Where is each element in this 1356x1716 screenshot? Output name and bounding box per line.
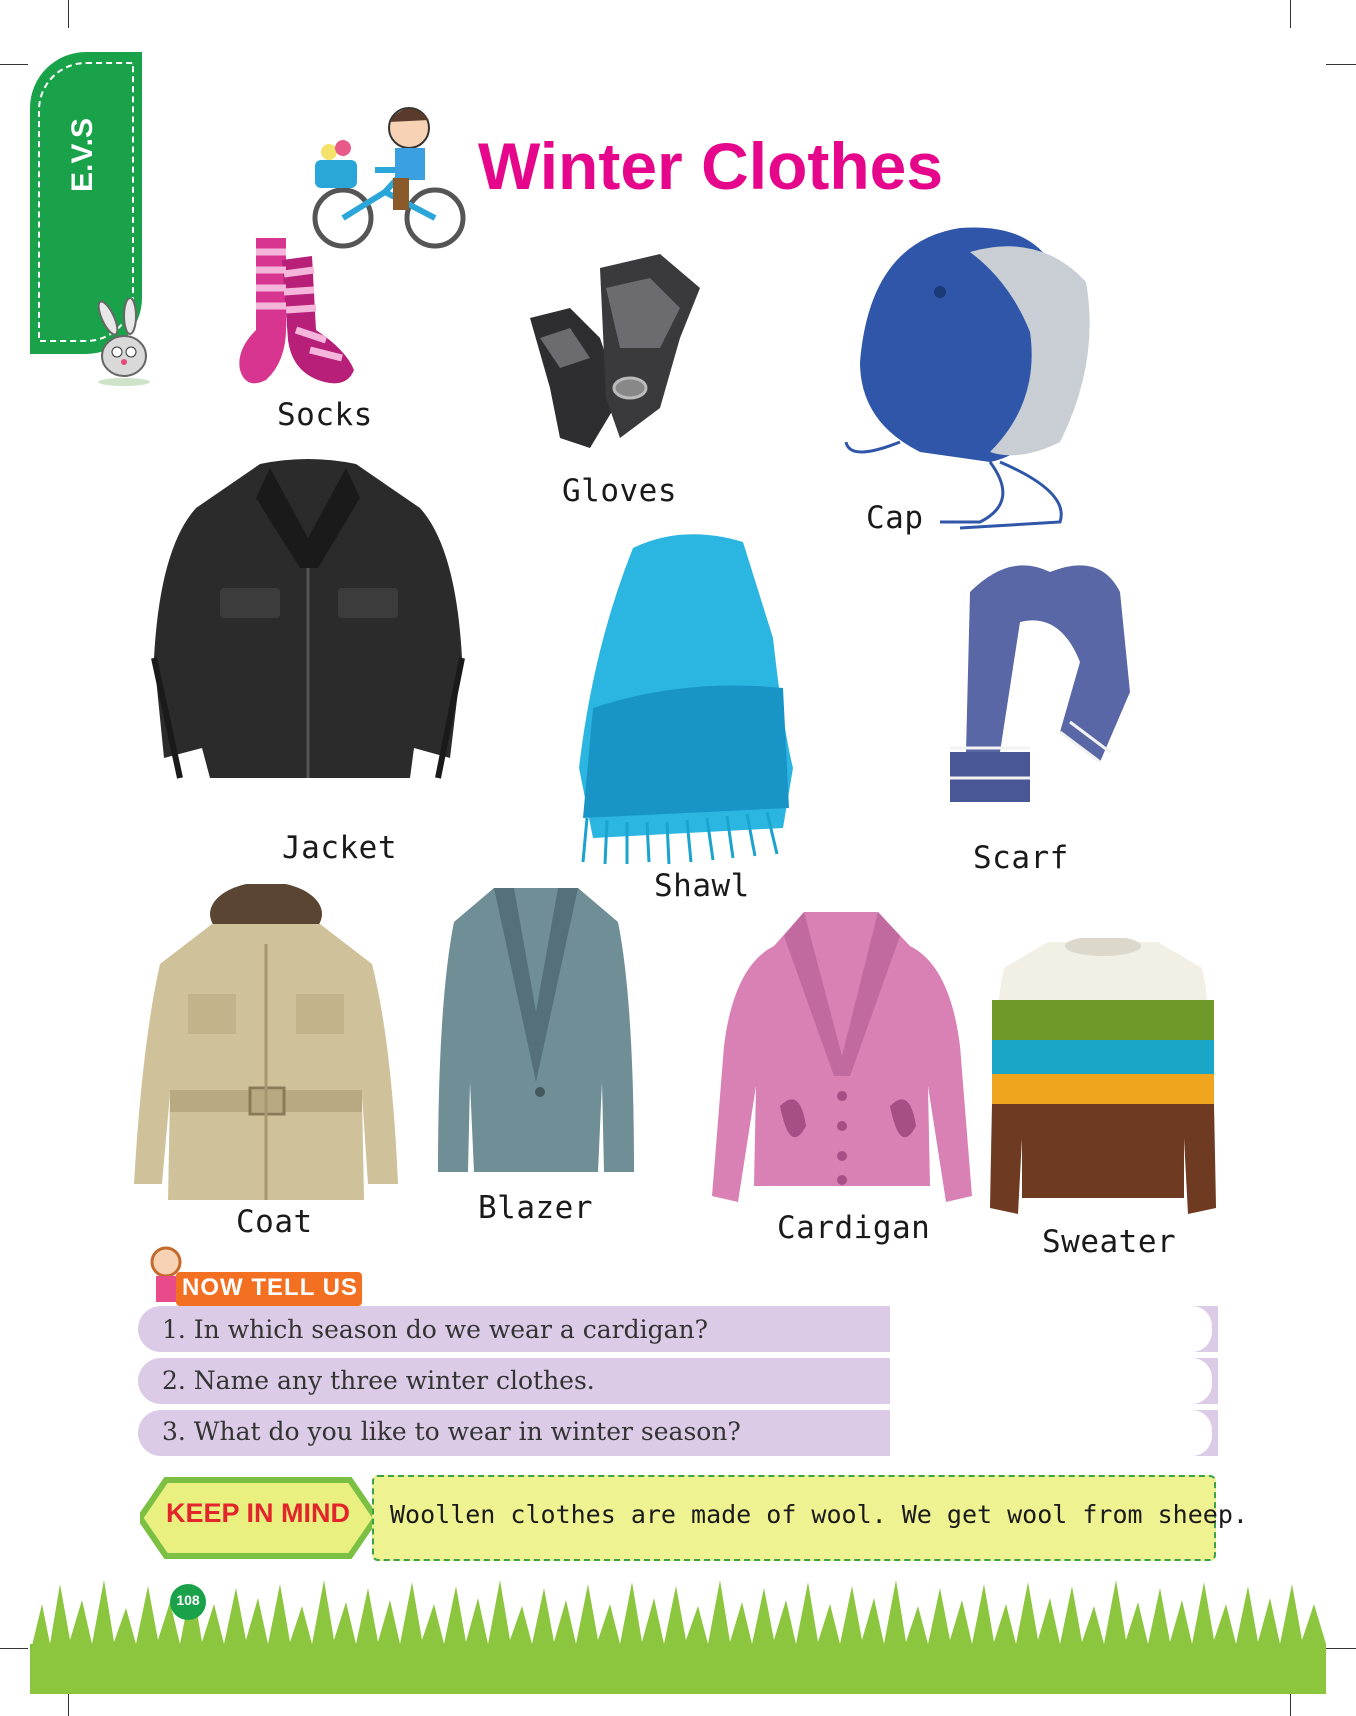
cap-label: Cap: [866, 500, 924, 536]
question-3: 3. What do you like to wear in winter season?: [162, 1417, 741, 1446]
crop-mark: [68, 0, 69, 28]
cap-image: [840, 222, 1100, 532]
coat-image: [132, 884, 400, 1210]
crop-mark: [0, 64, 28, 65]
crop-mark: [1290, 0, 1291, 28]
coat-label: Coat: [236, 1204, 313, 1240]
boy-on-bicycle-icon: [305, 100, 475, 250]
page-number: 108: [176, 1592, 200, 1608]
scarf-label: Scarf: [973, 840, 1069, 876]
answer-space: [890, 1410, 1212, 1456]
question-2: 2. Name any three winter clothes.: [162, 1366, 595, 1395]
gloves-label: Gloves: [562, 473, 677, 509]
blazer-label: Blazer: [478, 1190, 593, 1226]
sweater-label: Sweater: [1042, 1224, 1177, 1260]
crop-mark: [0, 1648, 28, 1649]
page-title: Winter Clothes: [478, 129, 944, 203]
shawl-image: [573, 528, 795, 868]
jacket-image: [150, 458, 466, 810]
answer-space: [890, 1306, 1212, 1352]
crop-mark: [1326, 64, 1356, 65]
sweater-image: [988, 938, 1218, 1222]
crop-mark: [1326, 1648, 1356, 1649]
socks-label: Socks: [277, 397, 373, 433]
gloves-image: [510, 248, 710, 463]
keep-in-mind-heading: KEEP IN MIND: [165, 1498, 351, 1528]
now-tell-us-heading: NOW TELL US: [182, 1274, 358, 1301]
scarf-image: [930, 552, 1144, 814]
blazer-image: [438, 882, 634, 1186]
cardigan-image: [710, 906, 972, 1214]
socks-image: [226, 230, 362, 395]
keep-in-mind-text: Woollen clothes are made of wool. We get wool from sheep.: [390, 1500, 1248, 1529]
cardigan-label: Cardigan: [777, 1210, 931, 1246]
subject-tab-label: E.V.S: [66, 118, 99, 192]
question-1: 1. In which season do we wear a cardigan?: [162, 1315, 708, 1344]
jacket-label: Jacket: [282, 830, 397, 866]
rabbit-mascot-icon: [84, 298, 158, 388]
answer-space: [890, 1358, 1212, 1404]
grass-footer-icon: [30, 1574, 1326, 1694]
shawl-label: Shawl: [654, 868, 750, 904]
